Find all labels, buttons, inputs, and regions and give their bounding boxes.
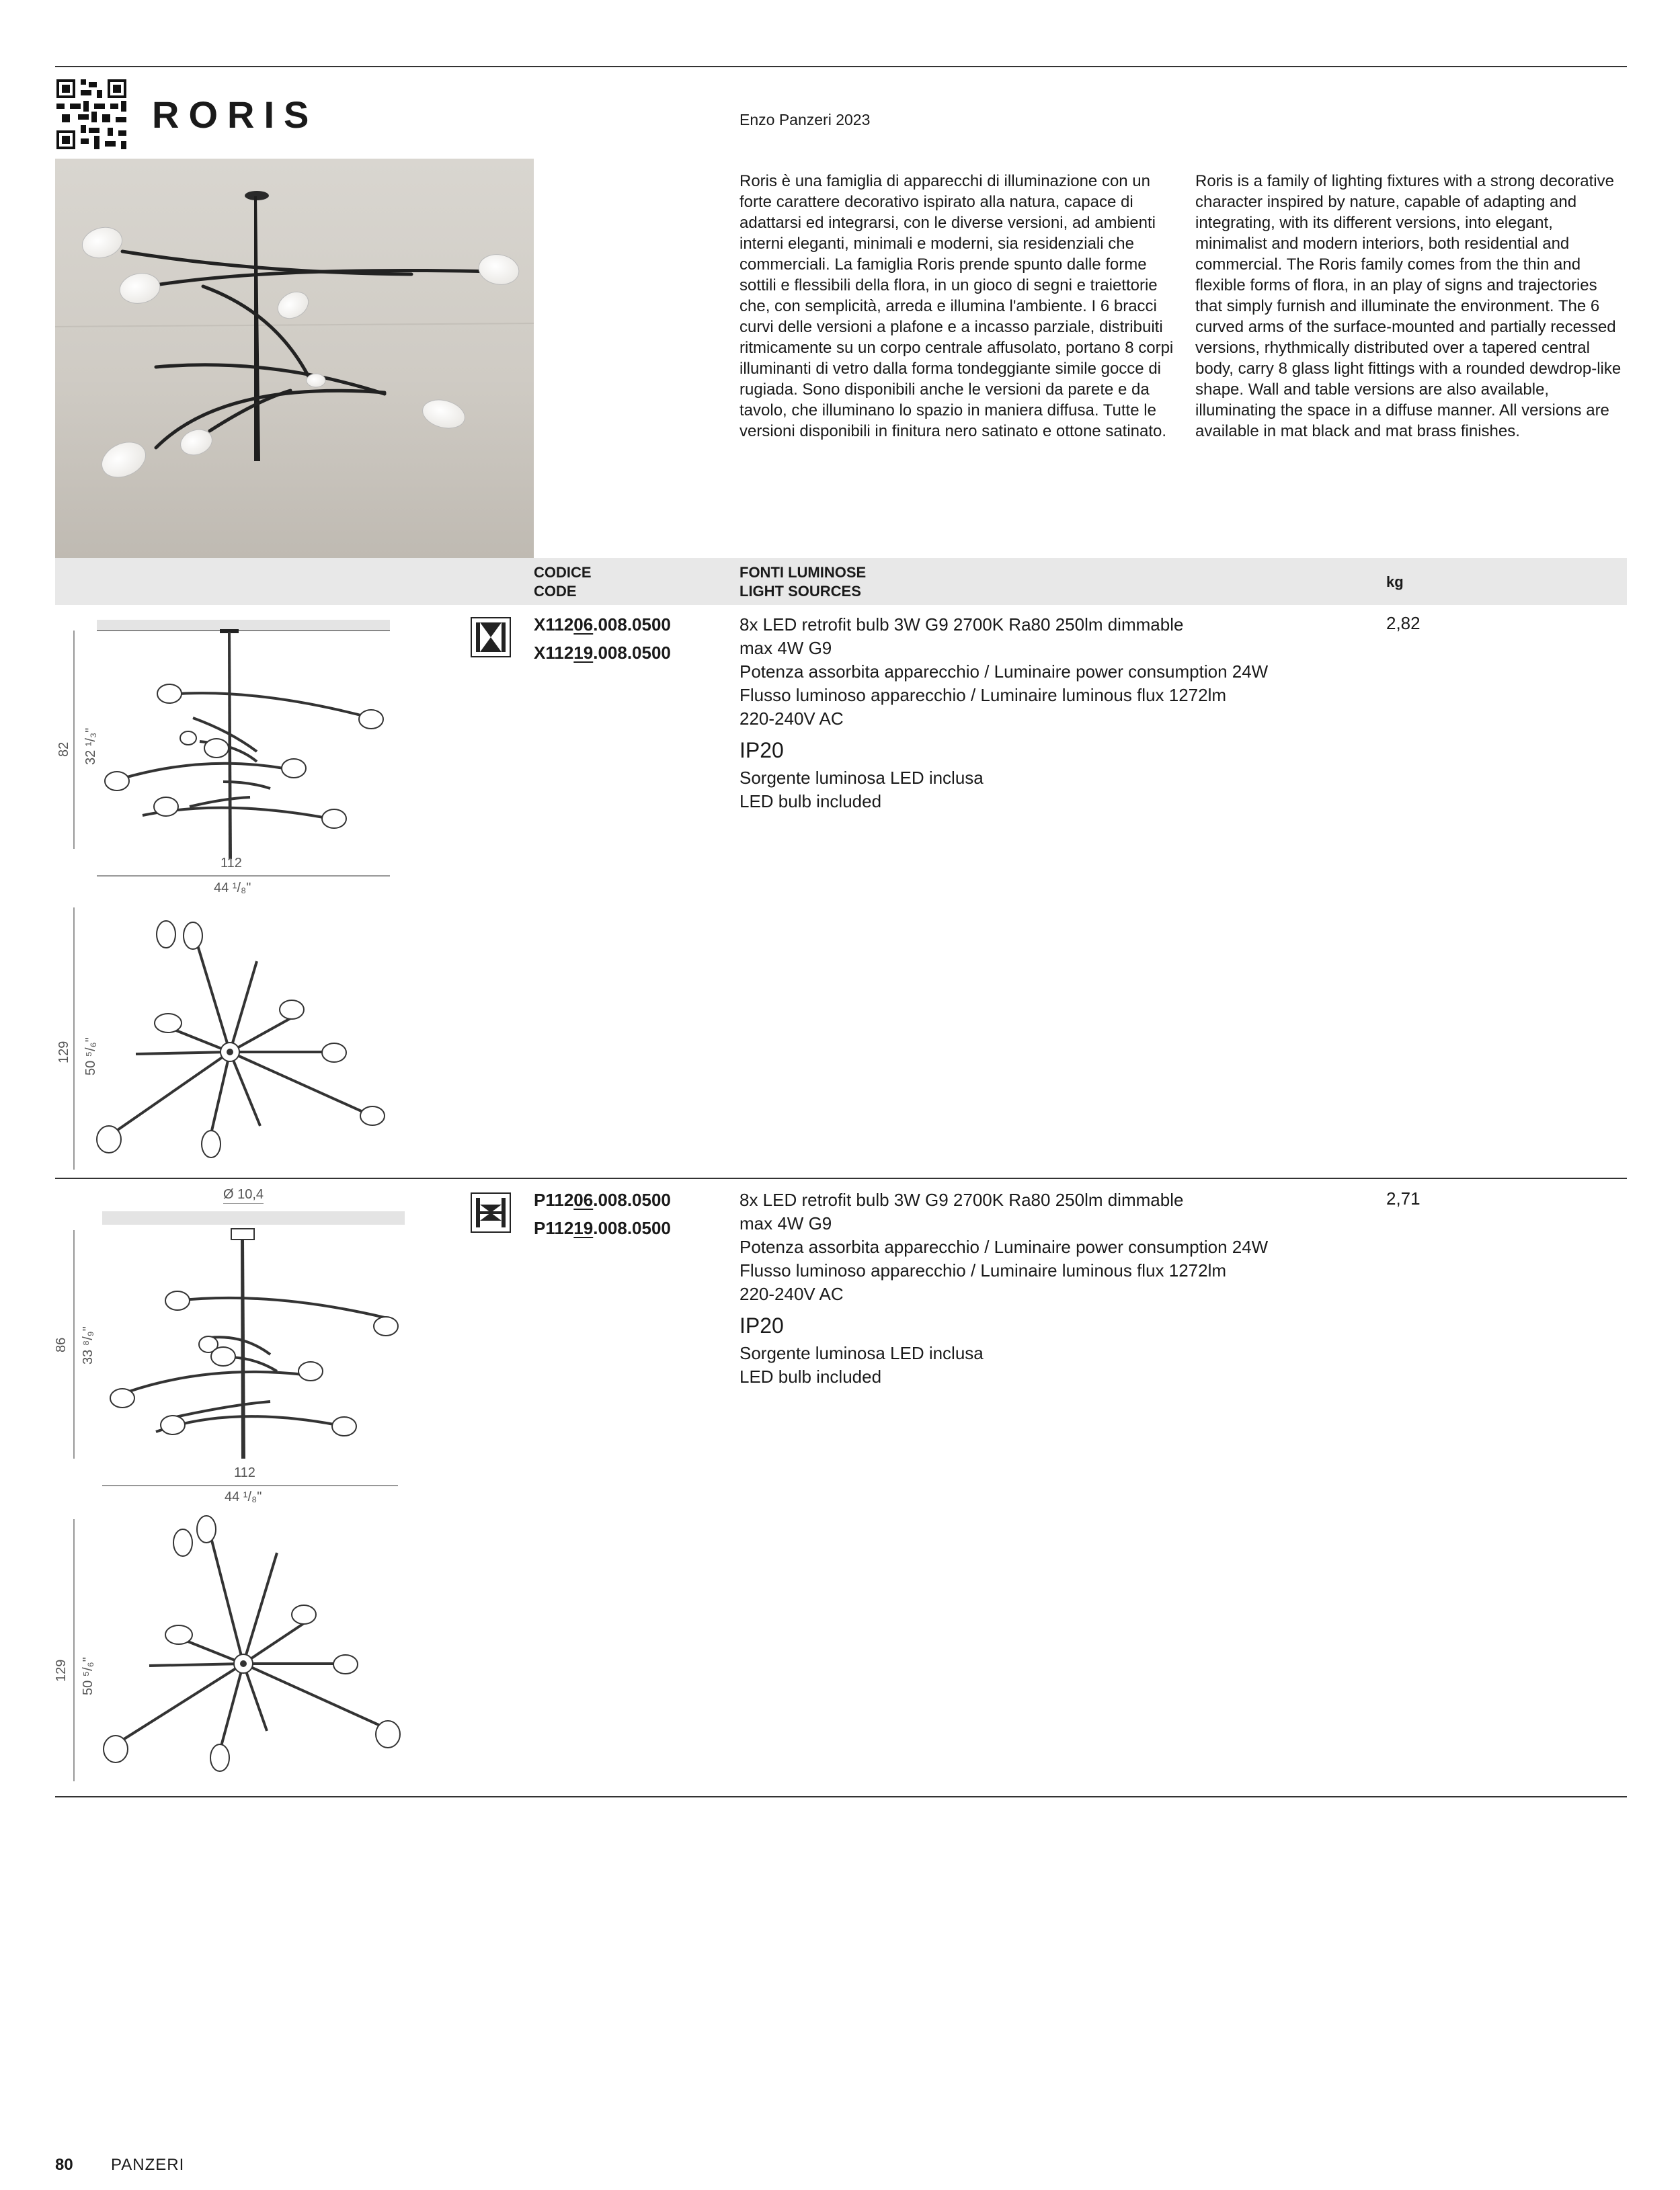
product-codes: [534, 610, 671, 667]
product-code: P11219.008.0500: [534, 1218, 671, 1238]
plan-drawing: [55, 907, 405, 1176]
ceiling-mount-icon: [471, 617, 511, 657]
light-source-spec: [739, 1188, 1345, 1389]
elevation-drawing: [55, 1203, 418, 1506]
code-header-en: CODE: [534, 583, 577, 600]
column-header-code: [534, 563, 592, 601]
spec-line: 8x LED retrofit bulb 3W G9 2700K Ra80 250lm dimmable: [739, 1190, 1184, 1210]
plan-in-label: 50 ⁵/₆": [83, 1037, 98, 1076]
weight-value: 2,82: [1386, 613, 1421, 633]
recessed-mount-icon: [471, 1192, 511, 1233]
height-in-label: 33 ⁸/₉": [81, 1326, 95, 1365]
spec-line: max 4W G9: [739, 638, 832, 658]
spec-line: Flusso luminoso apparecchio / Luminaire luminous flux 1272lm: [739, 685, 1227, 705]
product-title: RORIS: [152, 93, 319, 136]
light-source-spec: [739, 613, 1345, 813]
height-cm-label: 86: [54, 1337, 69, 1352]
page-number: 80: [55, 2156, 73, 2174]
bulb-included-it: Sorgente luminosa LED inclusa: [739, 1343, 984, 1363]
spec-line: Potenza assorbita apparecchio / Luminaire power consumption 24W: [739, 1237, 1269, 1257]
plan-drawing: [55, 1512, 418, 1788]
sources-header-it: FONTI LUMINOSE: [739, 564, 867, 581]
height-in-label: 32 ¹/₃": [83, 727, 98, 765]
plan-in-label: 50 ⁵/₆": [81, 1657, 95, 1695]
description-english: Roris is a family of lighting fixtures with a strong decorative character inspired by nature, capable of adapting and integrating, with its different versions, into elegant, minimalist and modern interiors, both residential and commercial. The Roris family comes from the thin and flexible forms of flora, in an play of signs and trajectories that simply furnish and illuminate the environment. The 6 curved arms of the surface-mounted and partially recessed versions, rhythmically distributed over a tapered central body, carry 8 glass light fittings with a rounded dewdrop-like shape. Wall and table versions are also available, illuminating the space in a diffuse manner. All versions are available in mat black and mat brass finishes.: [1195, 172, 1622, 440]
width-cm-label: 112: [221, 856, 242, 870]
product-codes: [534, 1186, 671, 1242]
bottom-rule: [55, 1796, 1627, 1797]
width-cm-label: 112: [234, 1465, 255, 1480]
bulb-included-it: Sorgente luminosa LED inclusa: [739, 768, 984, 788]
bulb-included-en: LED bulb included: [739, 791, 882, 811]
width-in-label: 44 ¹/₈": [214, 881, 251, 895]
column-header-weight: kg: [1386, 573, 1404, 590]
footer-brand: PANZERI: [111, 2156, 185, 2174]
sources-header-en: LIGHT SOURCES: [739, 583, 861, 600]
top-rule: [55, 66, 1627, 67]
spec-line: 8x LED retrofit bulb 3W G9 2700K Ra80 250lm dimmable: [739, 614, 1184, 635]
ip-rating: IP20: [739, 738, 784, 762]
spec-line: Flusso luminoso apparecchio / Luminaire luminous flux 1272lm: [739, 1260, 1227, 1281]
spec-line: 220-240V AC: [739, 1284, 844, 1304]
spec-line: Potenza assorbita apparecchio / Luminaire power consumption 24W: [739, 661, 1269, 682]
plan-cm-label: 129: [54, 1659, 69, 1682]
row-divider: [55, 1178, 1627, 1179]
product-code: X11219.008.0500: [534, 643, 671, 663]
qr-code-icon: [56, 79, 126, 149]
product-code: X11206.008.0500: [534, 614, 671, 635]
weight-value: 2,71: [1386, 1188, 1421, 1209]
code-header-it: CODICE: [534, 564, 592, 581]
width-in-label: 44 ¹/₈": [225, 1490, 262, 1504]
cutout-cm-label: Ø 10,4: [223, 1187, 264, 1202]
column-header-light-sources: [739, 563, 866, 601]
designer-credit: Enzo Panzeri 2023: [739, 111, 871, 128]
description-italian: Roris è una famiglia di apparecchi di illuminazione con un forte carattere decorativo ispirato alla natura, capace di adattarsi ed integrarsi, con le diverse versioni, ad ambienti interni eleganti, minimali e moderni, sia residenziali che commerciali. La famiglia Roris prende spunto dalle forme sottili e flessibili della flora, in un gioco di segni e traiettorie che, con semplicità, arreda e illumina l'ambiente. I 6 bracci curvi delle versioni a plafone e a incasso parziale, distribuiti ritmicamente su un corpo centrale affusolato, portano 8 corpi illuminanti di vetro dalla forma tondeggiante simile gocce di rugiada. Sono disponibili anche le versioni da parete e da tavolo, che illuminano lo spazio in maniera diffusa. Tutte le versioni disponibili in finitura nero satinato e ottone satinato.: [739, 172, 1174, 440]
bulb-included-en: LED bulb included: [739, 1367, 882, 1387]
product-code: P11206.008.0500: [534, 1190, 671, 1210]
plan-cm-label: 129: [56, 1041, 71, 1063]
spec-line: 220-240V AC: [739, 708, 844, 729]
height-cm-label: 82: [56, 741, 71, 757]
ip-rating: IP20: [739, 1313, 784, 1338]
product-photo: [55, 159, 534, 558]
spec-line: max 4W G9: [739, 1213, 832, 1233]
